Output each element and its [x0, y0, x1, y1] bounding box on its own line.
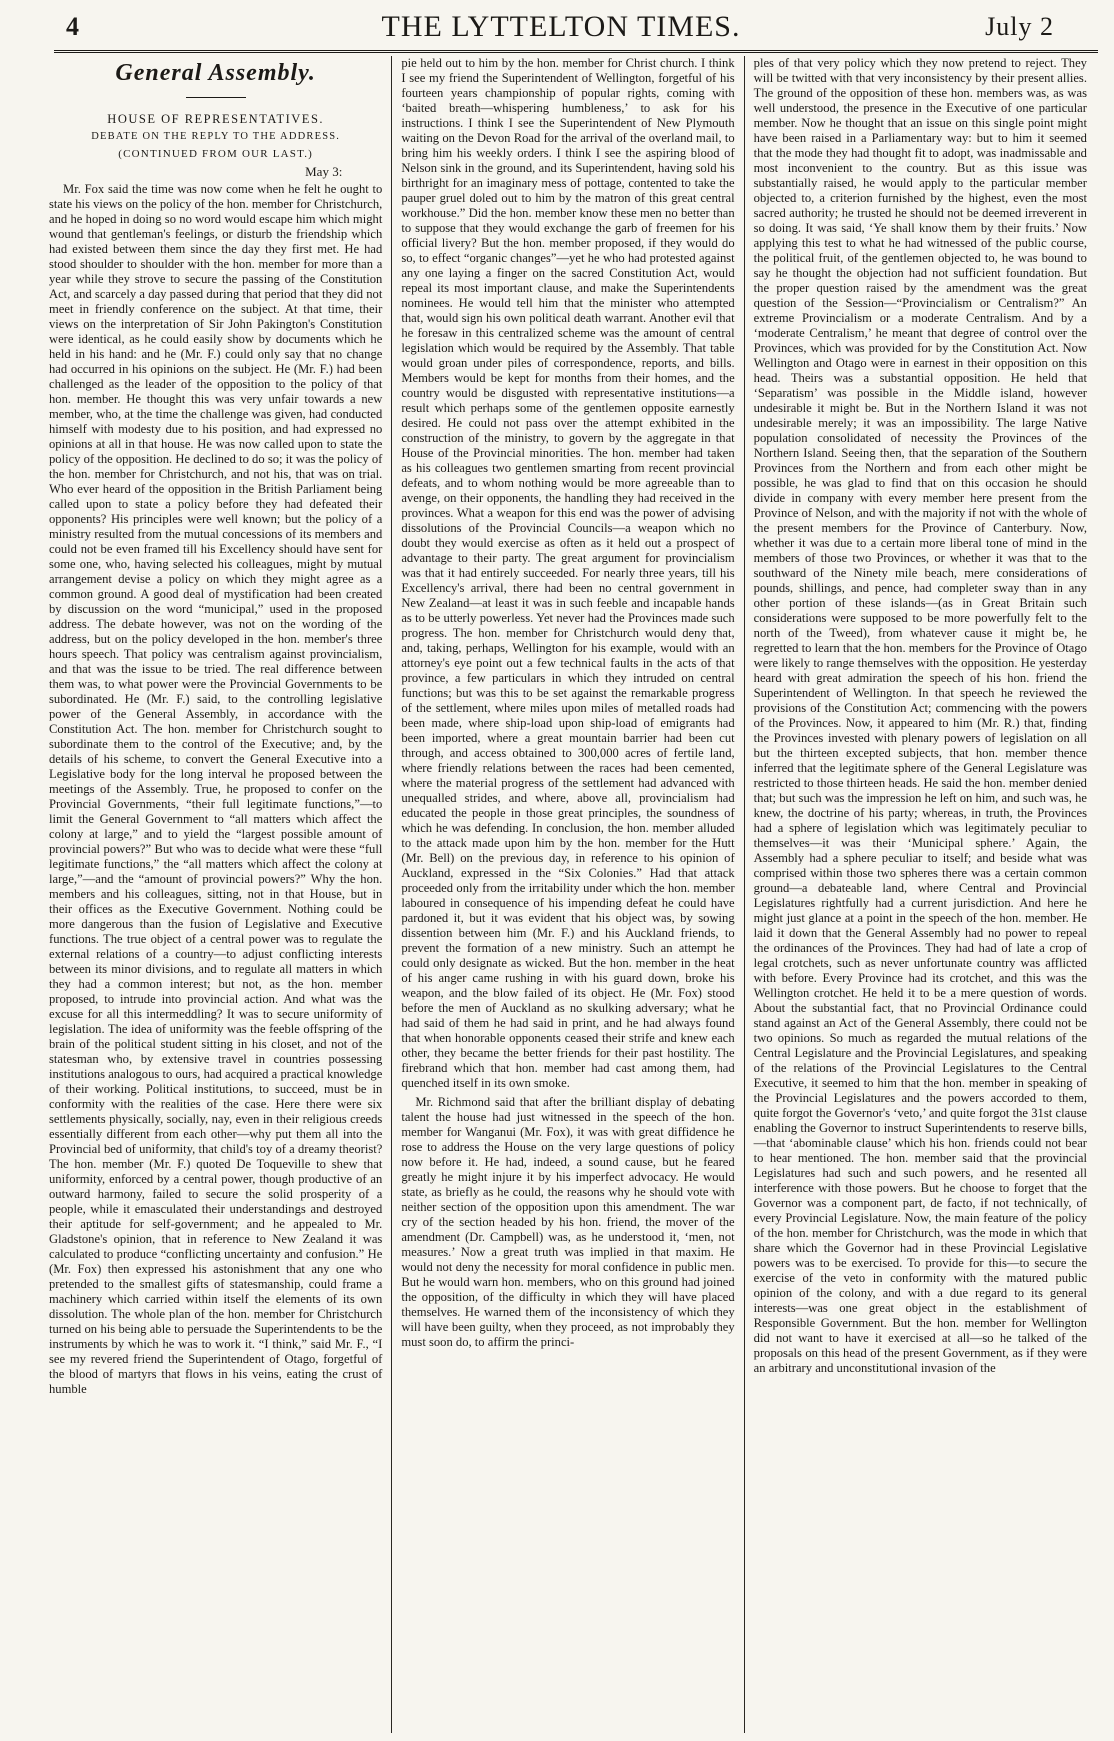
- article-columns: [40, 56, 1096, 1733]
- heading-rule: [186, 97, 246, 98]
- paragraph: Mr. Richmond said that after the brilliant display of debating talent the house had just witnessed in the speech of the hon. member for Wanganui (Mr. Fox), it was with great diffidence he rose to address the House on the very large questions of policy now before it. He had, indeed, a sound cause, but he feared greatly he might injure it by his imperfect advocacy. He would state, as briefly as he could, the reasons why he should vote with neither section of the opposition upon this amendment. The war cry of the section headed by his hon. friend, the mover of the amendment (Dr. Campbell) was, as he understood it, ‘men, not measures.’ Now a great truth was implied in that maxim. He would not deny the necessity for moral confidence in public men. But he would warn hon. members, who on this ground had joined the opposition, of the difficulty in which they will have placed themselves. He warned them of the inconsistency of which they will have been guilty, when they proceed, as not improbably they must soon do, to affirm the princi-: [401, 1095, 735, 1349]
- house-heading: HOUSE OF REPRESENTATIVES.: [107, 112, 325, 126]
- column-1: [40, 56, 391, 1733]
- dateline: May 3:: [305, 164, 343, 179]
- issue-date: July 2: [985, 12, 1054, 41]
- continued-note: (CONTINUED FROM OUR LAST.): [118, 148, 314, 160]
- masthead: [24, 8, 1098, 48]
- newspaper-title: THE LYTTELTON TIMES.: [381, 10, 741, 43]
- column-3: [744, 56, 1096, 1733]
- column-2: [391, 56, 743, 1733]
- paragraph: pie held out to him by the hon. member for Christ church. I think I see my friend the Superintendent of Wellington, forgetful of his fourteen years championship of popular rights, coming with ‘baited breath—whispering humbleness,’ to ask for his instructions. I think I see the Superintendent of New Plymouth waiting on the Devon Road for the arrival of the overland mail, to bring him his weekly orders. I think I see the aspiring blood of Nelson sink in the ground, and its Superintendent, having sold his birthright for an imaginary mess of pottage, contented to take the pauper gruel doled out to him by the matron of this great central workhouse.” Did the hon. member know these men no better than to suppose that they would exchange the garb of freemen for his official livery? But the hon. member proposed, if they would do so, to effect “organic changes”—yet he who had protested against any one laying a finger on the sacred Constitution Act, would repeal its most important clause, and make the Superintendents nominees. He would tell him that the minister who attempted that, would sign his own political death warrant. Another evil that he foresaw in this centralized scheme was the amount of central legislation which would be required by the Assembly. That table would groan under piles of correspondence, reports, and bills. Members would be kept for months from their homes, and the country would be disgusted with representative institutions—a result which perhaps some of the gentlemen opposite earnestly desired. He could not pass over the attempt exhibited in the construction of the ministry, to govern by the aggregate in that House of the Provincial minorities. The hon. member had taken as his colleagues two gentlemen smarting from recent provincial defeats, and to whom nothing would be more agreeable than to avenge, on their opponents, the handling they had received in the provinces. What a weapon for this end was the power of advising dissolutions of the Provincial Councils—a weapon which no doubt they would exercise as often as it held out a prospect of advantage to their party. The great argument for provincialism was that it had entirely succeeded. For nearly three years, till his Excellency's arrival, there had been no central government in New Zealand—at least it was in such feeble and incapable hands as to be utterly powerless. Yet never had the Provinces made such progress. The hon. member for Christchurch would deny that, and, taking, perhaps, Wellington for his example, would with an attorney's eye point out a few technical faults in the acts of that province, a few particulars in which they intruded on central functions; but was this to be set against the remarkable progress of the settlement, where miles upon miles of metalled roads had been made, where ship-load upon ship-load of emigrants had been imported, where a great mountain barrier had been cut through, and access obtained to 300,000 acres of fertile land, where friendly relations between the races had been cemented, where the material progress of the settlement had advanced with unequalled strides, and where, above all, provincialism had educated the people in those great principles, the soundness of which he was defending. In conclusion, the hon. member alluded to the attack made upon him by the hon. member for the Hutt (Mr. Bell) on the previous day, in reference to his opinion of Auckland, expressed in the “Six Colonies.” Had that attack proceeded only from the irritability under which the hon. member laboured in consequence of his impending defeat he could have pardoned it, but it was evident that his object was, by sowing dissention between him (Mr. F.) and his Auckland friends, to prevent the formation of a new ministry. Such an attempt he could only designate as wicked. But the hon. member in the heat of his anger came rushing in with his guard down, broke his weapon, and the blow failed of its object. He (Mr. Fox) stood before the men of Auckland as no skulking adversary; what he had said of them he had said in print, and he had always found that when honorable opponents ceased their strife and knew each other, they became the better friends for their past hostility. The firebrand which that hon. member had cast among them, had quenched itself in its own smoke.: [401, 56, 735, 1090]
- paragraph: Mr. Fox said the time was now come when he felt he ought to state his views on the policy of the hon. member for Christchurch, and he hoped in doing so no word would escape him which might wound that gentleman's feelings, or disturb the friendship which had existed between them since the day they first met. He had stood shoulder to shoulder with the hon. member for more than a year while they strove to secure the passing of the Constitution Act, and scarcely a day passed during that period that they did not meet in friendly conference on the subject. At that time, their views on the interpretation of Sir John Pakington's Constitution were identical, as he could easily show by documents which he held in his hand: and he (Mr. F.) could only say that no change had occurred in his opinions on the subject. He (Mr. F.) had been challenged as the leader of the opposition to the policy of that hon. member. He thought this was very unfair towards a new member, who, at the time the challenge was given, had conducted himself with modesty due to his position, and had expressed no opinions at all in that house. He was now called upon to state the policy of the opposition. He declined to do so; it was the policy of the hon. member for Christchurch, and not his, that was on trial. Who ever heard of the opposition in the British Parliament being called upon to state a policy before they had defeated their opponents? His principles were well known; but the policy of a ministry resulted from the mutual concessions of its members and could not be even framed till his Excellency should have sent for some one, who, having selected his colleagues, might by mutual arrangement devise a policy on which they might agree as a common ground. A good deal of mystification had been created by discussion on the word “municipal,” used in the proposed address. The debate however, was not on the wording of the address, but on the policy developed in the hon. member's three hours speech. That policy was centralism against provincialism, and that was the issue to be tried. The real difference between them was, to what power were the Provincial Governments to be subordinated. He (Mr. F.) said, to the controlling legislative power of the General Assembly, in accordance with the Constitution Act. The hon. member for Christchurch sought to subordinate them to the control of the Executive; and, by the details of his scheme, to convert the General Executive into a Legislative body for the long interval he proposed between the meetings of the Assembly. True, he proposed to confer on the Provincial Governments, “their full legitimate functions,”—to limit the General Government to “all matters which affect the colony at large,” and to yield the “largest possible amount of provincial powers?” But who was to decide what were these “full legitimate functions,” the “all matters which affect the colony at large,”—and the “amount of provincial powers?” Why the hon. members and his colleagues, sitting, not in that House, but in their offices as the Executive Government. Nothing could be more dangerous than the fusion of Legislative and Executive functions. The true object of a central power was to regulate the external relations of a country—to adjust conflicting interests between its minor divisions, and to regulate all matters in which they had a common interest; but not, as the hon. member proposed, to intrude into provincial action. And what was the excuse for all this intermeddling? It was to secure uniformity of legislation. The idea of uniformity was the feeble offspring of the brain of the political student sitting in his closet, and not of the statesman who, by extensive travel in countries possessing institutions analogous to ours, had acquired a practical knowledge of their working. Political institutions, to succeed, must be in conformity with the realities of the case. Here there were six settlements physically, socially, nay, even in their religious creeds essentially different from each other—why put them all into the Provincial bed of uniformity, that child's toy of a dreamy theorist? The hon. member (Mr. F.) quoted De Toqueville to shew that uniformity, enforced by a central power, though productive of an outward harmony, failed to secure the solid prosperity of a people, while it emasculated their understandings and destroyed their aptitude for self-government; and he appealed to Mr. Gladstone's opinion, that in reference to New Zealand it was calculated to produce “conflicting uncertainty and confusion.” He (Mr. Fox) then expressed his astonishment that any one who pretended to the smallest gifts of statesmanship, could frame a machinery which carried within itself the elements of its own dissolution. The whole plan of the hon. member for Christchurch turned on his being able to persuade the Superintendents to be the instruments by which he was to work it. “I think,” said Mr. F., “I see my revered friend the Superintendent of Otago, forgetful of the blood of martyrs that flows in his veins, eating the crust of humble: [49, 182, 383, 1396]
- page-number: 4: [66, 12, 79, 41]
- paragraph: ples of that very policy which they now pretend to reject. They will be twitted with that very inconsistency by their present allies. The ground of the opposition of these hon. members was, as was well understood, the presence in the Executive of one particular member. Now he thought that an issue on this single point might have been raised in a Parliamentary way: but to him it seemed that the mode they had thought fit to adopt, was inadmissable and most inconvenient to the country. But as this issue was substantially raised, he would apply to the particular member objected to, a criterion furnished by the highest, even the most sacred authority; he trusted he should not be deemed irreverent in so doing. It was said, ‘Ye shall know them by their fruits.’ Now applying this test to what he had witnessed of the public course, the political fruit, of the gentlemen objected to, he was bound to say he thought the objection had not sufficient foundation. But the proper question raised by the amendment was the great question of the Session—“Provincialism or Centralism?” An extreme Provincialism or a moderate Centralism. And by a ‘moderate Centralism,’ he meant that degree of control over the Provinces, which was provided for by the Constitution Act. Now Wellington and Otago were in earnest in their opposition on this head. Theirs was a substantial opposition. He held that ‘Separatism’ was possible in the Middle island, however undesirable it might be. But in the Northern Island it was not undesirable merely; it was an impossibility. The large Native population consolidated of necessity the Provinces of the Northern Island. Seeing then, that the separation of the Southern Provinces from the Northern and from each other might be possible, he was glad to find that on this occasion he should divide in company with every member here present from the Province of Nelson, and with the majority if not with the whole of the present members for the Province of Canterbury. Now, whether it was due to a certain more liberal tone of mind in the members of those two Provinces, or whether it was that to the southward of the Ninety mile beach, mere considerations of pounds, shillings, and pence, had completer sway than in any other portion of these islands—(as in Great Britain such considerations were supposed to be more powerfully felt to the north of the Tweed), from whatever cause it might be, he regretted to learn that the hon. members for the Province of Otago were likely to range themselves with the opposition. He yesterday heard with great admiration the speech of his hon. friend the Superintendent of Wellington. In that speech he reviewed the provisions of the Constitution Act; commencing with the powers of the Provinces. Now, it appeared to him (Mr. R.) that, finding the Provinces invested with plenary powers of legislation on all but the thirteen excepted subjects, that hon. member thence inferred that the legitimate sphere of the General Legislature was restricted to those thirteen heads. He said the hon. member denied that; but such was the impression he left on him, and such was, he knew, the doctrine of his party; whereas, in truth, the Provinces had a sphere of legislation which was legitimately peculiar to themselves—it was their ‘Municipal sphere.’ Again, the Assembly had a sphere peculiar to itself; and beside what was comprised within those two spheres there was a certain common ground—a debateable land, where Central and Provincial Legislatures rightfully had a current jurisdiction. And here he might just glance at a point in the speech of the hon. member. He laid it down that the General Assembly had no power to repeal the ordinances of the Provinces. They had had of late a crop of legal crotchets, such as never unfortunate country was afflicted with before. Every Province had its crotchet, and this was the Wellington crotchet. He held it to be a mere question of words. About the substantial fact, that no Provincial Ordinance could stand against an Act of the General Assembly, there could not be two opinions. So much as regarded the mutual relations of the Central Legislature and the Provincial Legislatures, and speaking of the relations of the Provincial Legislatures to the Central Executive, it seemed to him that the hon. member in speaking of the Provincial Legislatures and the powers accorded to them, quite forgot the Governor's ‘veto,’ and quite forgot the 31st clause enabling the Governor to instruct Superintendents to reserve bills,—that ‘abominable clause’ which his hon. friends could not bear to hear mentioned. The hon. member said that the provincial Legislatures had such and such powers, and he resented all interference with those powers. But he choose to forget that the Governor was a component part, de facto, if not technically, of every Provincial Legislature. Now, the main feature of the policy of the hon. member for Christchurch, was the mode in which that share which the Governor had in these Provincial Legislative powers was to be exercised. To provide for this—to secure the exercise of the veto in conformity with the matured public opinion of the colony, and with a due regard to its general interests—was one great object in the establishment of Responsible Government. But the hon. member for Wellington did not want to have it exercised at all—so he talked of the proposals on this head of the present Government, as if they were an arbitrary and unconstitutional invasion of the: [753, 56, 1087, 1375]
- section-header: [49, 60, 382, 160]
- section-heading: General Assembly.: [115, 60, 316, 86]
- debate-heading: DEBATE ON THE REPLY TO THE ADDRESS.: [91, 131, 341, 142]
